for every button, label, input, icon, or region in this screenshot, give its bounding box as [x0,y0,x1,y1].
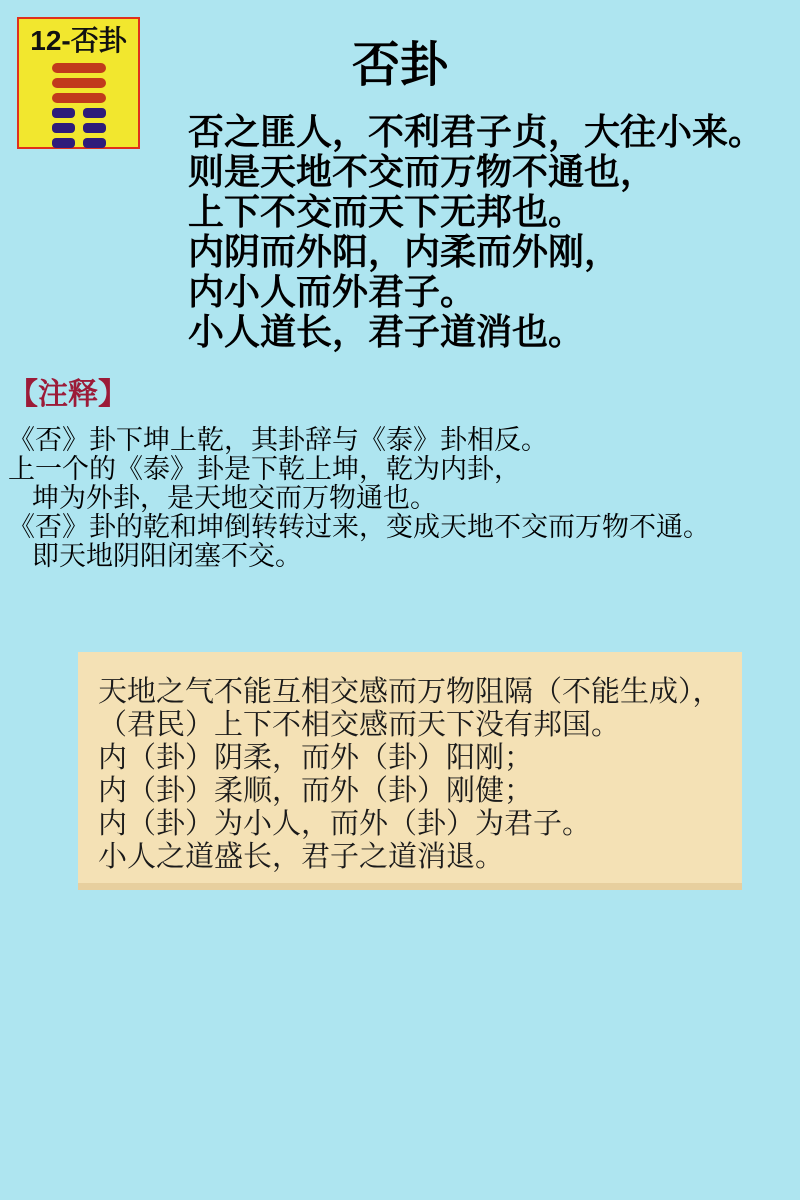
scripture-block [188,112,764,352]
translation-box [78,652,742,890]
scripture-line: 上下不交而天下无邦也。 [188,192,585,232]
yin-line [52,123,106,133]
yin-line [52,138,106,148]
page-title: 否卦 [351,39,448,92]
translation-line: 内（卦）阴柔，而外（卦）阳刚； [98,742,534,774]
scripture-line: 否之匪人，不利君子贞，大往小来。 [188,112,765,152]
scripture-line: 内小人而外君子。 [188,272,477,312]
annotation-line: 《否》卦的乾和坤倒转转过来，变成天地不交而万物不通。 [8,512,710,542]
annotation-heading: 【注释】 [8,378,128,411]
hexagram-badge-label: 12-否卦 [30,25,127,56]
translation-line: 内（卦）柔顺，而外（卦）刚健； [98,775,534,807]
translation-line: 内（卦）为小人，而外（卦）为君子。 [98,808,592,840]
translation-line: 小人之道盛长，君子之道消退。 [98,841,505,873]
translation-line: （君民）上下不相交感而天下没有邦国。 [98,709,621,741]
scripture-line: 小人道长，君子道消也。 [188,312,585,352]
translation-line: 天地之气不能互相交感而万物阻隔（不能生成）， [98,676,722,708]
yin-line [52,108,106,118]
scripture-line: 则是天地不交而万物不通也， [188,152,657,192]
annotation-block [8,426,710,571]
annotation-line: 即天地阴阳闭塞不交。 [32,541,302,571]
annotation-line: 《否》卦下坤上乾，其卦辞与《泰》卦相反。 [8,425,548,455]
scripture-line: 内阴而外阳，内柔而外刚， [188,232,621,272]
annotation-line: 坤为外卦，是天地交而万物通也。 [32,483,437,513]
annotation-line: 上一个的《泰》卦是下乾上坤，乾为内卦， [8,454,521,484]
